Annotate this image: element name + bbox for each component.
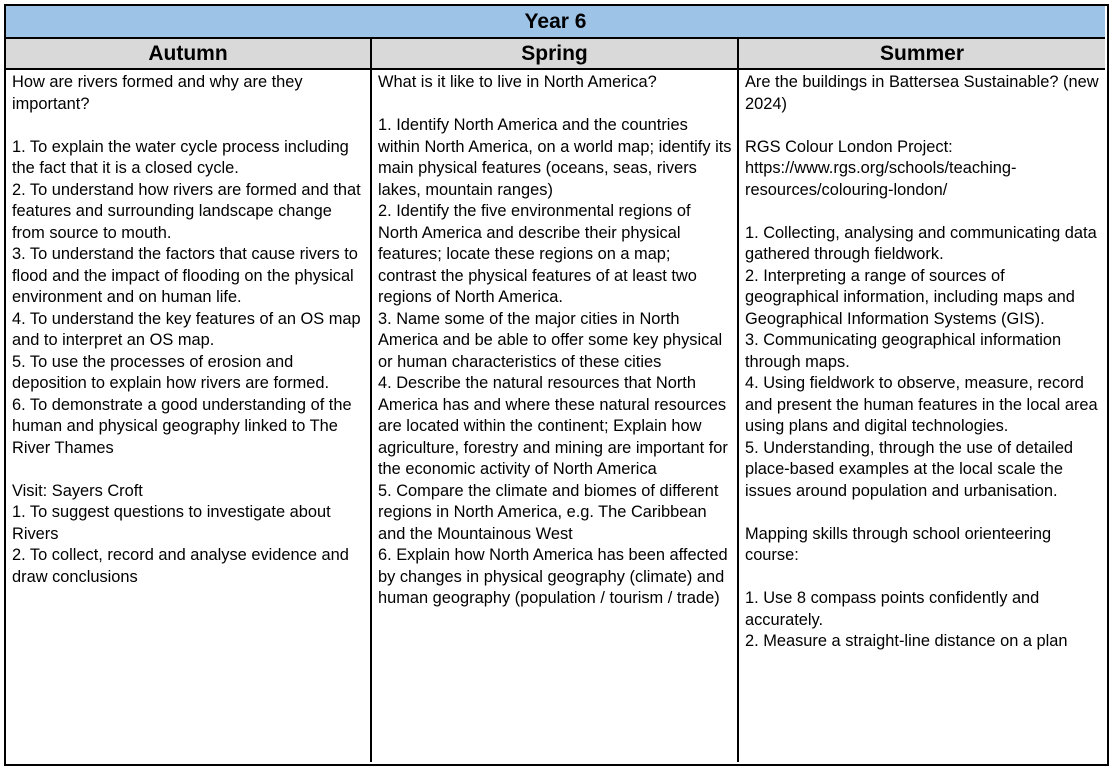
summer-line bbox=[745, 567, 1101, 589]
autumn-line: 2. To collect, record and analyse evidence and draw conclusions bbox=[12, 546, 349, 586]
spring-line: 4. Describe the natural resources that North America has and where these natural resources are located within the continent; Explain how agriculture, forestry and mining are important for the economic activity of North America bbox=[378, 374, 728, 478]
spring-line: 5. Compare the climate and biomes of different regions in North America, e.g. The Caribbean and the Mountainous West bbox=[378, 481, 719, 543]
autumn-line: Visit: Sayers Croft bbox=[12, 481, 143, 500]
summer-line: 1. Collecting, analysing and communicating data gathered through fieldwork. bbox=[745, 223, 1097, 263]
autumn-line bbox=[12, 115, 366, 137]
year-title: Year 6 bbox=[6, 6, 1105, 39]
season-header-summer: Summer bbox=[739, 39, 1105, 70]
summer-line: 3. Communicating geographical information through maps. bbox=[745, 331, 1062, 371]
autumn-line: 2. To understand how rivers are formed and that features and surrounding landscape change from source to mouth. bbox=[12, 180, 361, 242]
summer-line bbox=[745, 502, 1101, 524]
autumn-line: 3. To understand the factors that cause rivers to flood and the impact of flooding on the physical environment and on human life. bbox=[12, 245, 358, 306]
summer-line: 5. Understanding, through the use of detailed place-based examples at the local scale the issues around population and urbanisation. bbox=[745, 438, 1074, 500]
summer-line: 2. Interpreting a range of sources of geographical information, including maps and Geographical Information Systems (GIS). bbox=[745, 266, 1075, 328]
summer-line: Are the buildings in Battersea Sustainable? (new 2024) bbox=[745, 73, 1099, 113]
autumn-line: 5. To use the processes of erosion and deposition to explain how rivers are formed. bbox=[12, 352, 330, 392]
spring-line bbox=[378, 94, 733, 116]
autumn-cell bbox=[6, 70, 372, 762]
summer-line bbox=[745, 201, 1101, 223]
season-header-autumn: Autumn bbox=[6, 39, 372, 70]
spring-line: 6. Explain how North America has been affected by changes in physical geography (climate) and human geography (population / tourism / trade) bbox=[378, 546, 728, 607]
spring-line: 3. Name some of the major cities in North America and be able to offer some key physical or human characteristics of these cities bbox=[378, 309, 723, 371]
summer-line: 1. Use 8 compass points confidently and accurately. bbox=[745, 589, 1040, 629]
spring-line: 1. Identify North America and the countries within North America, on a world map; identify its main physical features (oceans, seas, rivers lakes, mountain ranges) bbox=[378, 116, 732, 199]
summer-cell bbox=[739, 70, 1105, 762]
autumn-line: 4. To understand the key features of an OS map and to interpret an OS map. bbox=[12, 309, 361, 349]
autumn-line: How are rivers formed and why are they important? bbox=[12, 73, 303, 113]
spring-line: 2. Identify the five environmental regions of North America and describe their physical features; locate these regions on a map; contrast the physical features of at least two regions of North America. bbox=[378, 202, 697, 306]
summer-line: 2. Measure a straight-line distance on a plan bbox=[745, 632, 1068, 650]
curriculum-table bbox=[4, 4, 1109, 766]
summer-line: 4. Using fieldwork to observe, measure, record and present the human features in the local area using plans and digital technologies. bbox=[745, 374, 1098, 435]
season-header-spring: Spring bbox=[372, 39, 739, 70]
summer-line bbox=[745, 115, 1101, 137]
autumn-line: 6. To demonstrate a good understanding of the human and physical geography linked to The River Thames bbox=[12, 395, 352, 457]
summer-line: Mapping skills through school orienteering course: bbox=[745, 524, 1052, 564]
autumn-line bbox=[12, 459, 366, 481]
spring-cell bbox=[372, 70, 739, 762]
autumn-line: 1. To suggest questions to investigate about Rivers bbox=[12, 503, 331, 543]
summer-line: RGS Colour London Project: https://www.rgs.org/schools/teaching-resources/colouring-london/ bbox=[745, 137, 1017, 199]
autumn-line: 1. To explain the water cycle process including the fact that it is a closed cycle. bbox=[12, 137, 349, 177]
spring-line: What is it like to live in North America? bbox=[378, 73, 657, 91]
